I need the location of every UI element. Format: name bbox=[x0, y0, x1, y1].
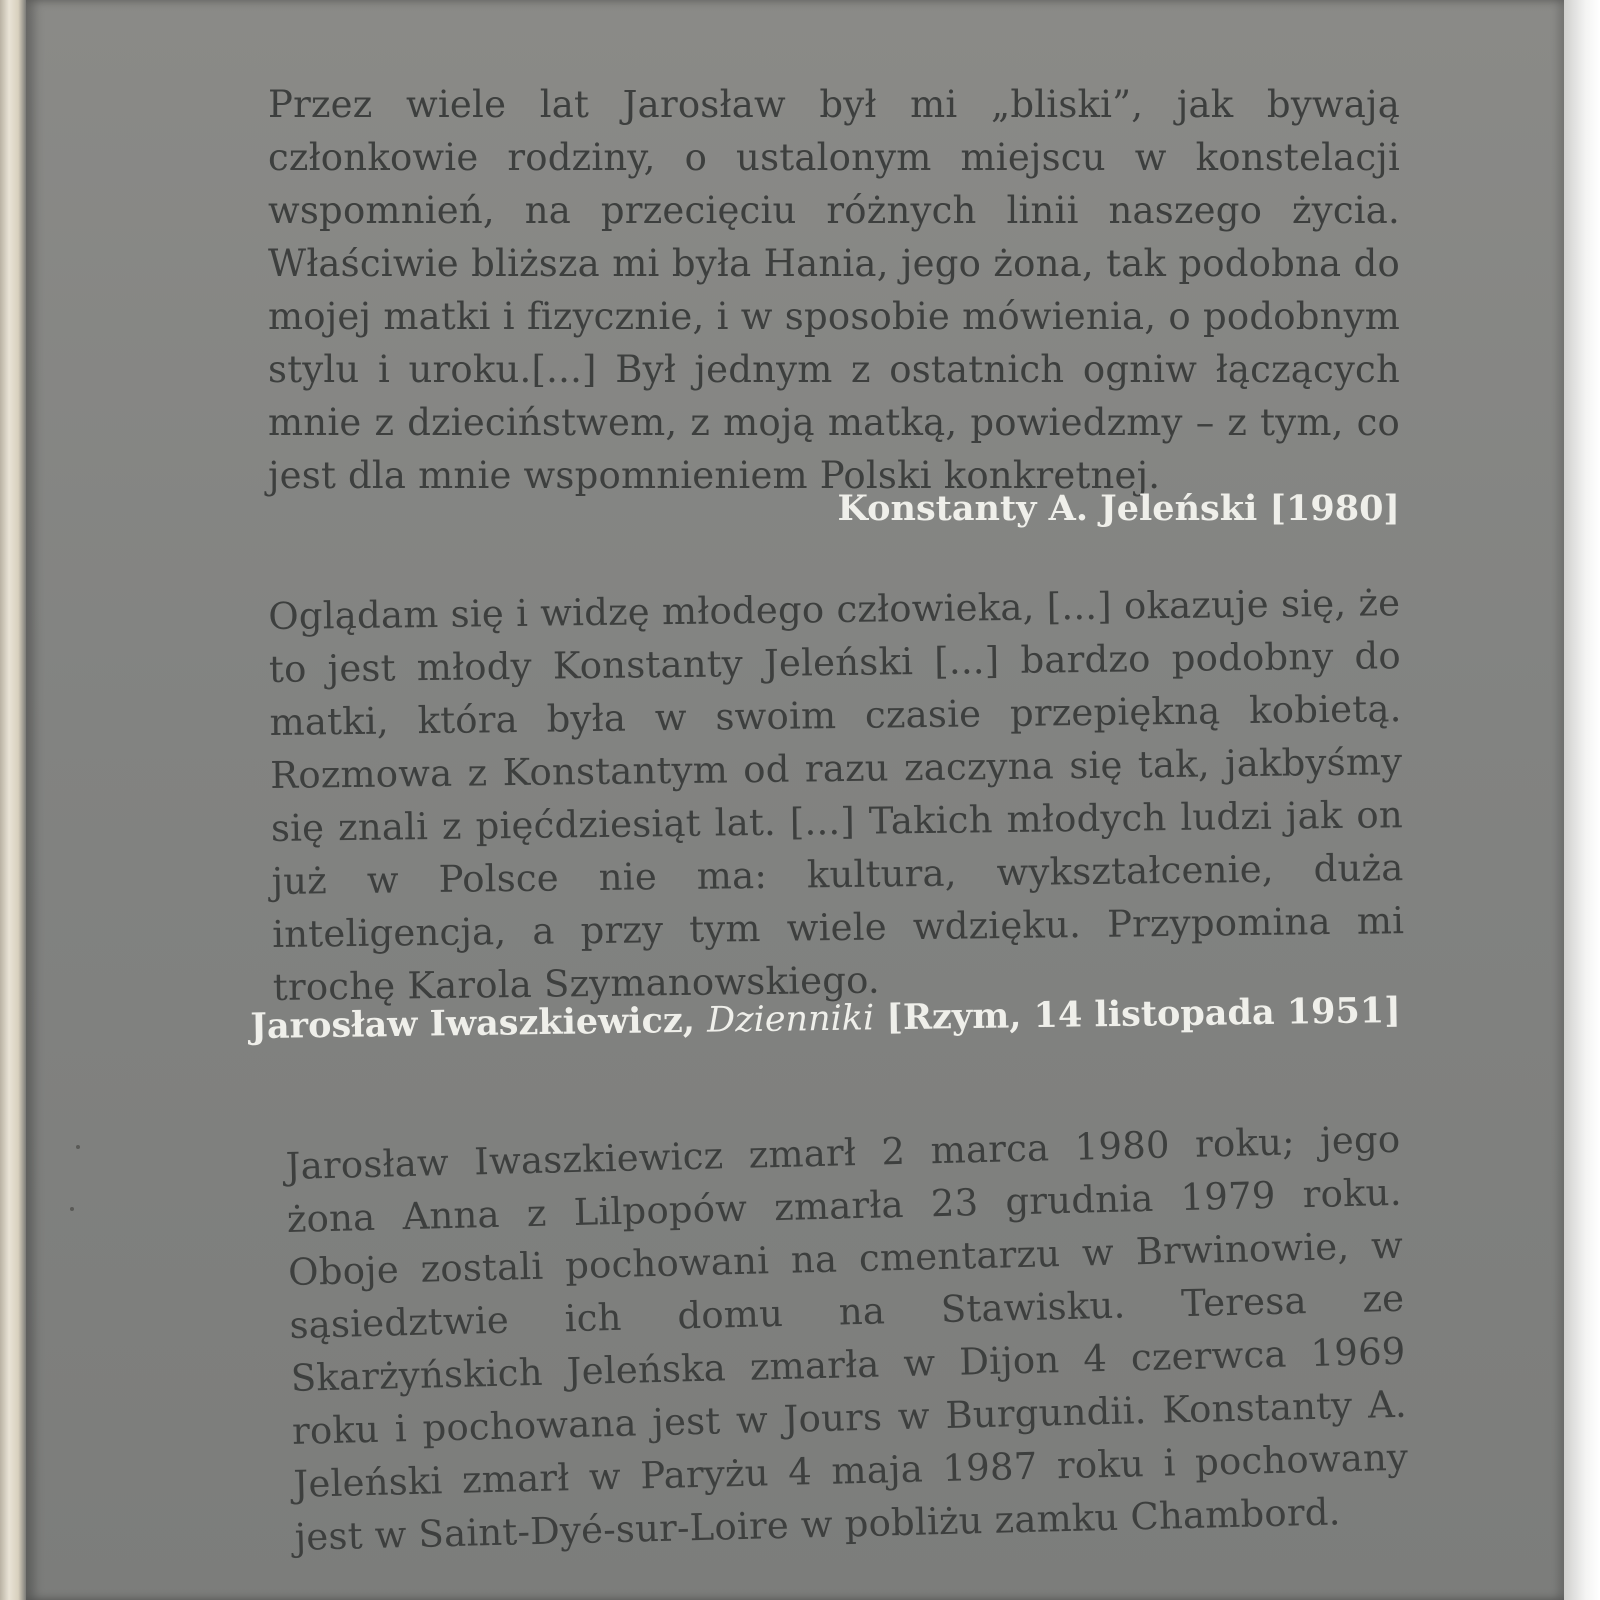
quote-jelenski-text: Przez wiele lat Jarosław był mi „bliski”, jak bywają członkowie rodziny, o ustalonym miejscu w konstelacji wspomnień, na przecięciu różnych linii naszego życia. Właściwie bliższa mi była Hania, jego żona, tak podobna do mojej matki i fizycznie, i w sposobie mówienia, o podobnym stylu i uroku.[...] Był jednym z ostatnich ogniw łączących mnie z dzieciństwem, z moją matką, powiedzmy – z tym, co jest dla mnie wspomnieniem Polski konkretnej. bbox=[268, 83, 1400, 497]
biographical-note: Jarosław Iwaszkiewicz zmarł 2 marca 1980 roku; jego żona Anna z Lilpopów zmarła 23 grudnia 1979 roku. Oboje zostali pochowani na cmentarzu w Brwinowie, w sąsiedztwie ich domu na Stawisku. Teresa ze Skarżyńskich Jeleńska zmarła w Dijon 4 czerwca 1969 roku i pochowana jest w Jours w Burgundii. Konstanty A. Jeleński zmarł w Paryżu 4 maja 1987 roku i pochowany jest w Saint-Dyé-sur-Loire w pobliżu zamku Chambord. bbox=[285, 1117, 1409, 1559]
cover-right-edge bbox=[1564, 0, 1600, 1600]
quote-jelenski-attribution: Konstanty A. Jeleński [1980] bbox=[837, 488, 1400, 529]
book-page-edge bbox=[0, 0, 26, 1600]
attribution-book-title: Dzienniki bbox=[706, 998, 875, 1041]
cover-speck bbox=[76, 1145, 80, 1149]
cover-speck bbox=[70, 1207, 74, 1211]
attribution-author: Jarosław Iwaszkiewicz, bbox=[249, 999, 695, 1048]
attribution-detail: [Rzym, 14 listopada 1951] bbox=[885, 990, 1401, 1039]
quote-iwaszkiewicz-text: Oglądam się i widzę młodego człowieka, [...] okazuje się, że to jest młody Konstanty Jeleński [...] bardzo podobny do matki, która była w swoim czasie przepiękną kobietą. Rozmowa z Konstantym od razu zaczyna się tak, jakbyśmy się znali z pięćdziesiąt lat. [...] Takich młodych ludzi jak on już w Polsce nie ma: kultura, wykształcenie, duża inteligencja, a przy tym wiele wdzięku. Przypomina mi trochę Karola Szymanowskiego. bbox=[268, 581, 1405, 1009]
